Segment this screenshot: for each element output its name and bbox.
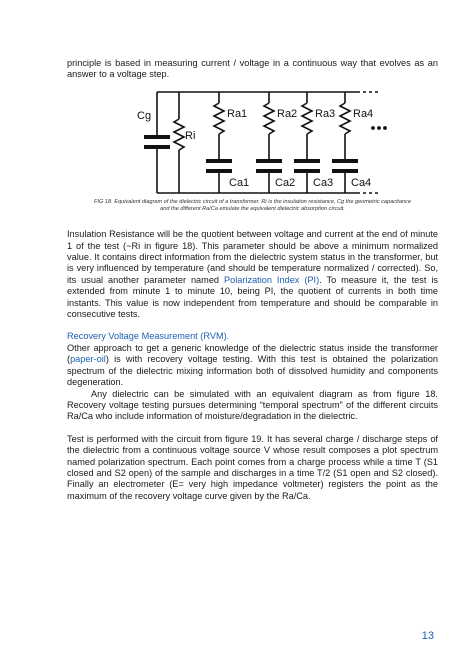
ri-resistor: [174, 119, 184, 150]
paragraph-text: . To measure it, the test is extended from minute 1 to minute 10, being PI, the quotient of currents in both time instants. This value is now independent from temperature and should be comparable in consecutive tests.: [67, 274, 438, 320]
paragraph-text: Insulation Resistance will be the quotient between voltage and current at the end of minute 1 of the test (~Ri in figure 18). This parameter should be above a minimum normalized value. It contains direct information from the dielectric system status in the transformer, but is very influenced by temperature (and should be temperature normalized / corrected). So, its usual another parameter named: [67, 229, 438, 285]
paragraph-test-procedure: Test is performed with the circuit from figure 19. It has several charge / discharge steps of the dielectric from a continuous voltage source V whose result composes a plot spectrum named polarization spectrum. Each point comes from a charge process while a time T (S1 closed and S2 open) of the sample and discharges in a time T/2 (S1 open and S2 closed). Finally an electrometer (E= very high impedance voltmeter) registers the point as the maximum of the recovery voltage curve given by the Ra/Ca.: [67, 433, 438, 501]
paragraph-intro: principle is based in measuring current / voltage in a continuous way that evolves as an answer to a voltage step.: [67, 58, 438, 80]
paragraph-text: Other approach to get a generic knowledge of the dielectric status inside the transformer (: [67, 342, 438, 365]
label-ca4: Ca4: [351, 176, 372, 189]
polarization-index-link[interactable]: Polarization Index (PI): [223, 274, 320, 285]
paragraph-equivalent-diagram: Any dielectric can be simulated with an equivalent diagram as from figure 18. Recovery voltage testing pursues determining “temporal spectrum” of the different circuits Ra/Ca who include information of moisture/degradation in the dielectric.: [67, 388, 438, 422]
paragraph-rvm-approach: [67, 343, 438, 389]
continuation-dot: [377, 126, 381, 130]
page-number: 13: [421, 630, 434, 642]
continuation-dot: [383, 126, 387, 130]
paper-oil-link[interactable]: paper-oil: [70, 354, 106, 365]
ra3-resistor: [302, 103, 312, 134]
label-ra1: Ra1: [227, 107, 248, 120]
label-ca1: Ca1: [229, 176, 250, 189]
label-ra4: Ra4: [353, 107, 374, 120]
figure-caption-line-1: FIG 18. Equivalent diagram of the dielectric circuit of a transformer. Ri is the insulation resistance, Cg the geometric capacitance: [94, 198, 411, 205]
figure-caption-line-2: and the different Ra/Ca emulate the equivalent dielectric absorption circuit.: [160, 206, 345, 213]
ra2-resistor: [264, 103, 274, 134]
continuation-dot: [371, 126, 375, 130]
label-ra3: Ra3: [315, 107, 336, 120]
circuit-diagram: [67, 87, 438, 199]
label-cg: Cg: [137, 109, 152, 122]
label-ca2: Ca2: [275, 176, 296, 189]
ra4-resistor: [340, 103, 350, 134]
ra1-resistor: [214, 103, 224, 134]
paragraph-text: ) is with recovery voltage testing. With this test is obtained the polarization spectrum of the dielectric mixing information both of dissolved humidity and components degeneration.: [67, 354, 438, 388]
label-ra2: Ra2: [277, 107, 298, 120]
paragraph-insulation-resistance: [67, 229, 438, 320]
figure-18-circuit: [67, 87, 438, 199]
page-body: [67, 58, 438, 502]
label-ca3: Ca3: [313, 176, 334, 189]
section-heading-rvm: Recovery Voltage Measurement (RVM).: [67, 331, 230, 342]
label-ri: Ri: [185, 129, 196, 142]
